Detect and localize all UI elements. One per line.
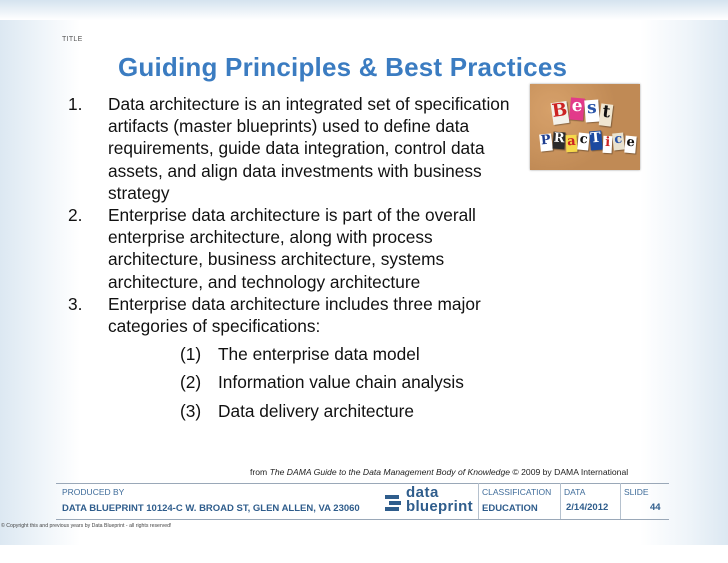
letter-tile: a — [566, 135, 578, 153]
copyright-notice: © Copyright this and previous years by Data Blueprint - all rights reserved! — [1, 523, 172, 529]
sub-item-text: Data delivery architecture — [218, 400, 414, 421]
source-suffix: © 2009 by DAMA International — [510, 467, 629, 477]
list-item — [62, 204, 522, 293]
letter-tile: e — [624, 136, 636, 154]
letter-tile: B — [551, 101, 570, 125]
item-number: 1. — [68, 94, 83, 114]
letter-tile: R — [552, 132, 565, 150]
letter-tile: T — [589, 131, 603, 151]
item-text: Enterprise data architecture is part of the overall enterprise architecture, along with process architecture, business architecture, systems architecture, and technology architecture — [108, 205, 476, 292]
source-book-title: The DAMA Guide to the Data Management Body of Knowledge — [269, 467, 511, 477]
principles-list — [62, 93, 522, 422]
title-tag: TITLE — [62, 36, 83, 43]
sub-item-number: (3) — [180, 400, 202, 421]
slide-number: 44 — [650, 502, 661, 513]
produced-by-value: DATA BLUEPRINT 10124-C W. BROAD ST, GLEN ALLEN, VA 23060 — [62, 503, 360, 514]
item-text: Enterprise data architecture includes three major categories of specifications: — [108, 293, 481, 337]
date-label: DATA — [564, 487, 586, 497]
classification-label: CLASSIFICATION — [482, 487, 552, 497]
source-citation — [250, 467, 628, 477]
slide-title: Guiding Principles & Best Practices — [118, 52, 568, 82]
letter-tile: e — [569, 97, 585, 120]
logo-word-data: data — [406, 484, 439, 501]
top-gradient — [0, 0, 728, 20]
sub-item-number: (1) — [180, 344, 202, 365]
source-prefix: from — [250, 467, 270, 477]
cork-texture — [530, 84, 640, 170]
best-practice-image — [530, 84, 640, 170]
list-item — [62, 93, 522, 204]
logo-word-blueprint: blueprint — [406, 498, 473, 515]
letter-tile: s — [584, 100, 600, 123]
sub-item-text: Information value chain analysis — [218, 372, 464, 393]
sub-item — [62, 371, 522, 393]
date-value: 2/14/2012 — [566, 502, 609, 513]
letter-tile: i — [603, 136, 613, 153]
sub-item-number: (2) — [180, 372, 202, 393]
footer-separator — [478, 483, 479, 519]
letter-tile: P — [539, 133, 553, 151]
sub-item — [62, 343, 522, 365]
sub-item-text: The enterprise data model — [218, 344, 420, 365]
footer-separator — [560, 483, 561, 519]
sub-item — [62, 400, 522, 422]
slide-label: SLIDE — [624, 487, 649, 497]
letter-tile: c — [577, 132, 590, 150]
item-number: 2. — [68, 205, 83, 226]
item-text: Data architecture is an integrated set of specification artifacts (master blueprints) used to define data requirements, guide data integration, control data assets, and align data investments with business strategy — [108, 94, 510, 203]
classification-value: EDUCATION — [482, 503, 538, 514]
footer-top-divider — [56, 483, 669, 484]
letter-tile: c — [612, 132, 625, 150]
produced-by-label: PRODUCED BY — [62, 487, 125, 497]
data-blueprint-logo — [384, 486, 474, 516]
footer-bottom-divider — [56, 519, 669, 520]
letter-tile: t — [599, 103, 614, 126]
list-item — [62, 293, 522, 337]
footer-separator — [620, 483, 621, 519]
item-number: 3. — [68, 293, 83, 314]
